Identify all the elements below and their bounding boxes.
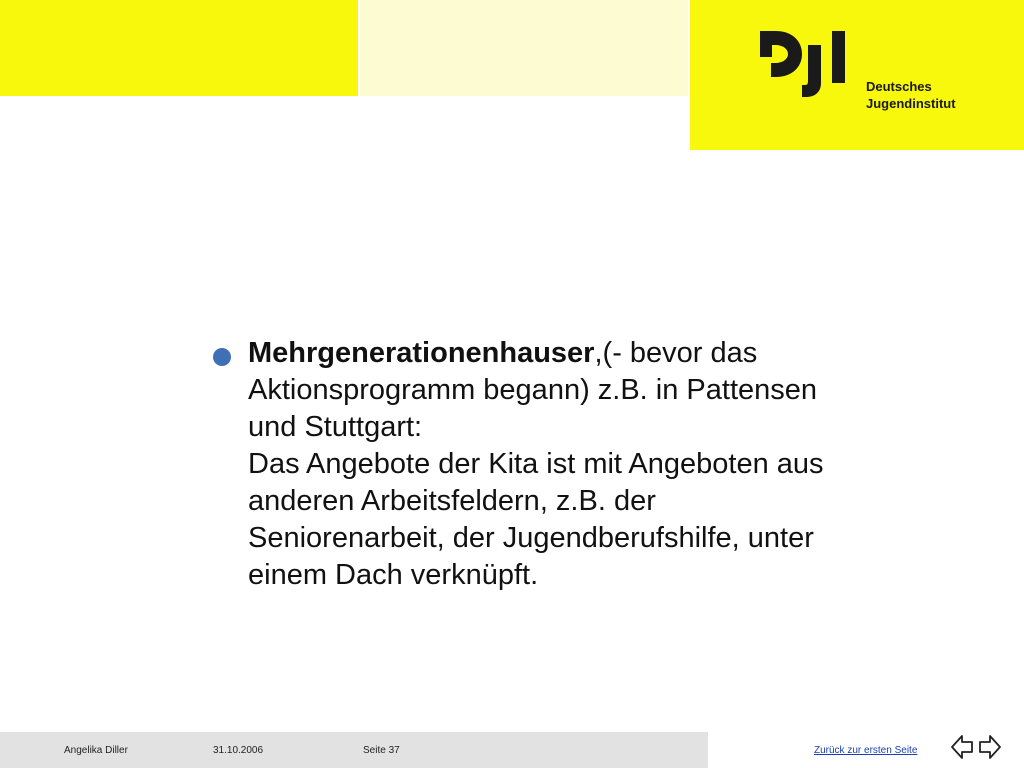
text-line-7: einem Dach verknüpft.	[248, 559, 539, 591]
text-line-4: Das Angebote der Kita ist mit Angeboten aus	[248, 448, 824, 480]
footer-author: Angelika Diller	[64, 745, 128, 756]
text-line-5: anderen Arbeitsfeldern, z.B. der	[248, 485, 656, 517]
logo-wordmark	[866, 78, 956, 112]
bullet-text	[248, 335, 948, 594]
left-right-arrows-icon[interactable]	[950, 733, 1002, 761]
footer-page-number: Seite 37	[363, 745, 400, 756]
text-line-2: Aktionsprogramm begann) z.B. in Pattensen	[248, 374, 818, 406]
logo-line-deutsches: Deutsches	[866, 79, 932, 94]
logo-line-jugendinstitut: Jugendinstitut	[866, 96, 956, 111]
back-to-first-page-link[interactable]: Zurück zur ersten Seite	[814, 745, 918, 756]
text-line-6: Seniorenarbeit, der Jugendberufshilfe, unter	[248, 522, 814, 554]
header-light-yellow-block	[360, 0, 688, 96]
bullet-icon	[213, 348, 231, 366]
bold-lead: Mehrgenerationenhauser	[248, 337, 595, 369]
text-line-1-rest: ,(- bevor das	[594, 337, 758, 369]
text-line-3: und Stuttgart:	[248, 411, 423, 443]
header-yellow-block-left	[0, 0, 358, 96]
footer-date: 31.10.2006	[213, 745, 264, 756]
